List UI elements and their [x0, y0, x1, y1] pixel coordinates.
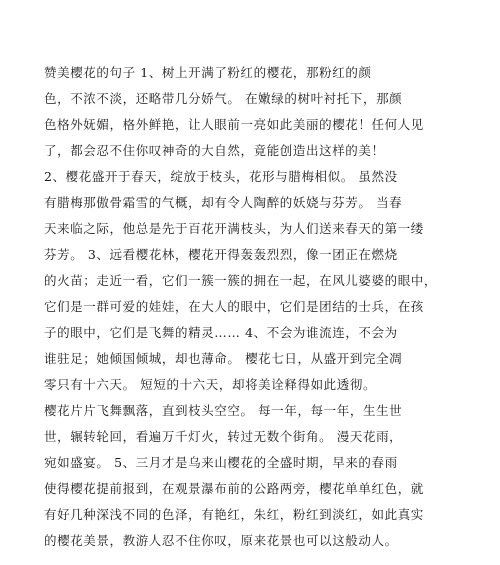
text-line: 世，辗转轮回，看遍万千灯火，转过无数个街角。 漫天花雨，	[44, 429, 403, 444]
text-line: 芬芳。 3、远看樱花林，樱花开得轰轰烈烈，像一团正在燃烧	[44, 247, 398, 262]
text-line: 樱花片片飞舞飘落，直到枝头空空。 每一年，每一年，生生世	[44, 403, 403, 418]
text-line: 了，都会忍不住你叹神奇的大自然，竟能创造出这样的美！	[44, 143, 385, 158]
text-line: 2、樱花盛开于春天，绽放于枝头，花形与腊梅相似。 虽然没	[44, 169, 398, 184]
text-line: 谁驻足；她倾国倾城，却也薄命。 樱花七日，从盛开到完全凋	[44, 351, 403, 366]
text-line: 零只有十六天。 短短的十六天，却将美诠释得如此透彻。	[44, 377, 377, 392]
text-line: 子的眼中，它们是飞舞的精灵…… 4、不会为谁流连，不会为	[44, 325, 398, 340]
article-body	[44, 60, 464, 554]
text-line: 它们是一群可爱的娃娃，在大人的眼中，它们是团结的士兵，在孩	[44, 299, 424, 314]
text-line: 有好几种深浅不同的色泽，有艳红，朱红，粉红到淡红，如此真实	[44, 507, 424, 522]
text-line: 色，不浓不淡，还略带几分娇气。 在嫩绿的树叶衬托下，那颜	[44, 91, 403, 106]
text-line: 有腊梅那傲骨霜雪的气概，却有令人陶醉的妖娆与芬芳。 当春	[44, 195, 403, 210]
text-line: 天来临之际，他总是先于百花开满枝头，为人们送来春天的第一缕	[44, 221, 424, 236]
text-line: 使得樱花提前报到，在观景瀑布前的公路两旁，樱花单单红色，就	[44, 481, 424, 496]
text-line: 宛如盛宴。 5、三月才是乌来山樱花的全盛时期，早来的春雨	[44, 455, 398, 470]
text-line: 色格外妩媚，格外鲜艳，让人眼前一亮如此美丽的樱花！任何人见	[44, 117, 424, 132]
text-line: 赞美樱花的句子 1、树上开满了粉红的樱花，那粉红的颜	[44, 65, 372, 80]
text-line: 的火苗；走近一看，它们一簇一簇的拥在一起，在风儿婆婆的眼中，	[44, 273, 438, 288]
text-line: 的樱花美景，教游人忍不住你叹，原来花景也可以这般动人。	[44, 533, 398, 548]
